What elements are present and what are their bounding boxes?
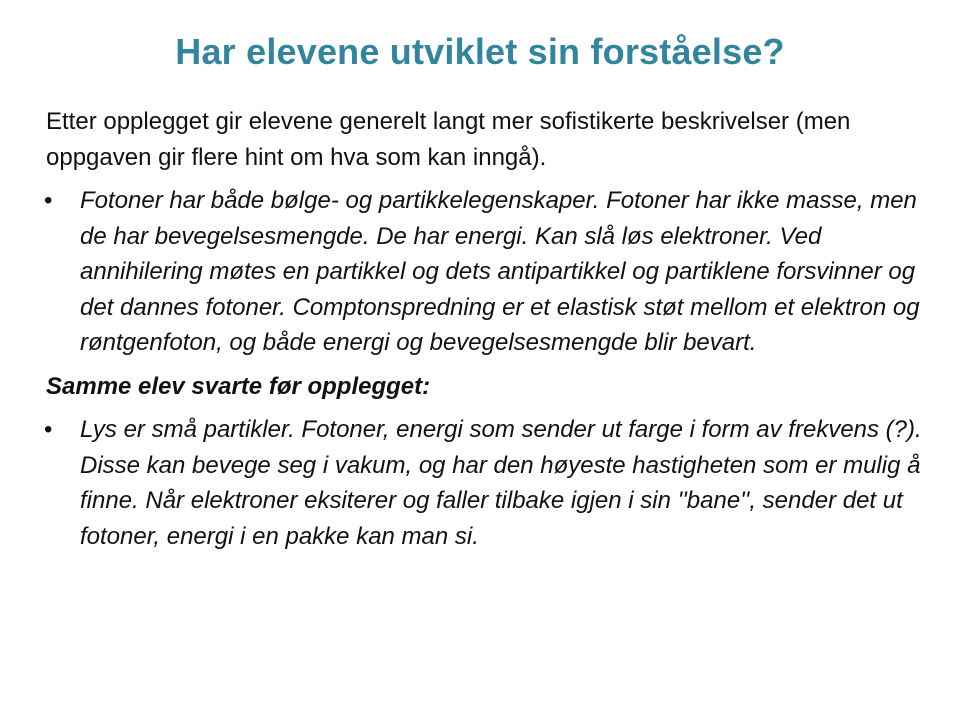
bullet-dot-icon: • xyxy=(44,416,53,443)
bullet-after-text: Fotoner har både bølge- og partikkelegenskaper. Fotoner har ikke masse, men de har bevegelsesmengde. De har energi. Kan slå løs elektroner. Ved annihilering møtes en partikkel og dets antipartikkel og partiklene forsvinner og det dannes fotoner. Comptonspredning er et elastisk støt mellom et elektron og røntgenfoton, og både energi og bevegelsesmengde blir bevart. xyxy=(80,187,920,356)
bullet-before-lesson xyxy=(46,412,926,554)
bullet-after-lesson xyxy=(46,183,926,361)
intro-paragraph: Etter opplegget gir elevene generelt langt mer sofistikerte beskrivelser (men oppgaven gir flere hint om hva som kan inngå). xyxy=(46,108,851,171)
before-lesson-heading: Samme elev svarte før opplegget: xyxy=(46,372,431,400)
slide-body xyxy=(46,104,926,562)
bullet-before-text: Lys er små partikler. Fotoner, energi som sender ut farge i form av frekvens (?). Disse kan bevege seg i vakum, og har den høyeste hastigheten som er mulig å finne. Når elektroner eksiterer og faller tilbake igjen i sin ''bane'', sender det ut fotoner, energi i en pakke kan man si. xyxy=(80,416,922,550)
slide-title: Har elevene utviklet sin forståelse? xyxy=(175,31,785,72)
bullet-dot-icon: • xyxy=(44,187,53,214)
